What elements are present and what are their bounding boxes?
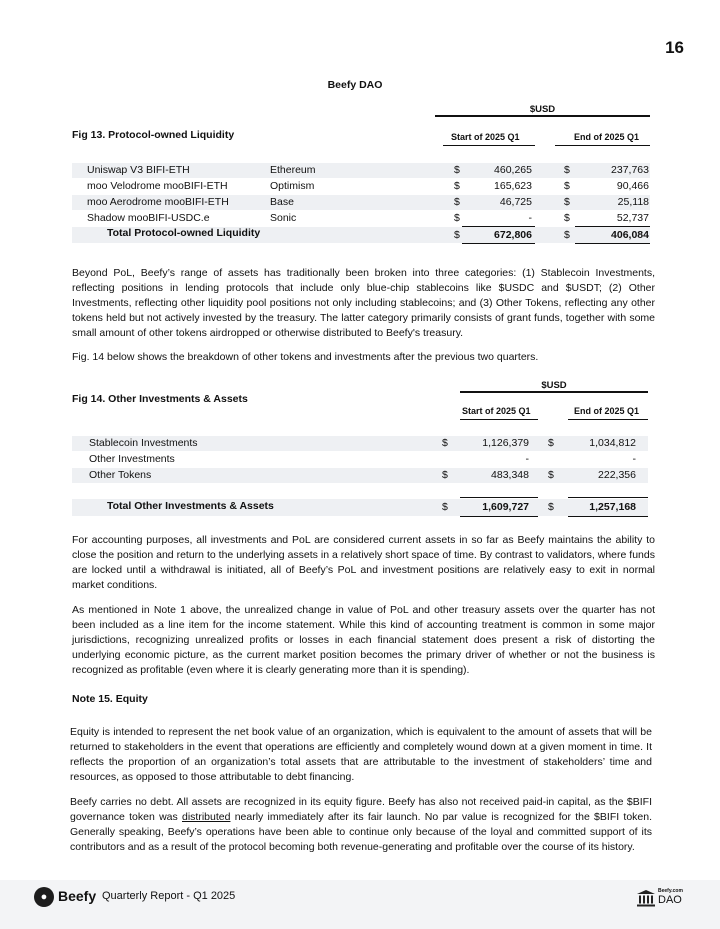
fig13-row <box>72 195 650 210</box>
fig13-row-start: 165,623 <box>494 180 532 192</box>
fig13-row-end: 25,118 <box>617 196 649 208</box>
fig14-total-rule-end <box>568 497 648 498</box>
fig13-row-name: moo Velodrome mooBIFI-ETH <box>87 180 228 192</box>
paragraph-text: As mentioned in Note 1 above, the unrealized change in value of PoL and other treasury assets over the quarter has not been included as a line item for the income statement. While this kind of accounting treatment is common in some major jurisdictions, recognizing unrealized profits or losses in each financial statement does present a risk of distorting the underlying economic picture, as the current market position becomes the primary driver of whether or not the business is recognized as profitable (even where it is clearly generating more than it is spending). <box>72 604 655 677</box>
fig14-row <box>72 436 648 451</box>
fig13-row-chain: Base <box>270 196 294 208</box>
fig13-col-rule-end <box>555 145 650 146</box>
fig14-total-row <box>72 499 648 516</box>
paragraph-text <box>70 795 652 855</box>
fig14-row-name: Other Tokens <box>89 469 152 481</box>
fig14-total-underline-start <box>460 516 538 517</box>
footer-brand: Beefy <box>58 888 97 904</box>
fig13-row-cur2: $ <box>564 180 570 192</box>
fig14-row-cur1: $ <box>442 469 448 481</box>
fig14-total-cur1: $ <box>442 501 448 513</box>
fig13-row-chain: Sonic <box>270 212 297 224</box>
fig14-col-rule-end <box>568 419 648 420</box>
footer-report-title: Quarterly Report - Q1 2025 <box>102 890 236 902</box>
fig13-row-end: 90,466 <box>616 180 649 192</box>
paragraph-asset-categories <box>72 266 655 341</box>
fig14-row-cur2: $ <box>548 437 554 449</box>
fig13-col-rule-start <box>443 145 535 146</box>
fig14-title: Fig 14. Other Investments & Assets <box>72 393 248 405</box>
fig13-row-cur1: $ <box>454 164 460 176</box>
footer-dao-label: DAO <box>658 894 682 906</box>
page-number: 16 <box>665 38 684 57</box>
paragraph-text-after: nearly immediately after its fair launch. No par value is recognized for the $BIFI token. Generally speaking, Beefy’s operations have been able to continue only because of the loyal and committed support of its contributors and as a result of the protocol becoming both revenue-generating and profitable over the course of its history. <box>70 811 653 854</box>
fig13-total-row <box>72 227 650 243</box>
fig13-row-chain: Ethereum <box>270 164 316 176</box>
fig13-title: Fig 13. Protocol-owned Liquidity <box>72 129 235 141</box>
fig13-row-cur2: $ <box>564 212 570 224</box>
paragraph-text: For accounting purposes, all investments and PoL are considered current assets in so far as Beefy maintains the ability to close the position and return to the underlying assets in a relatively short space of time. By contrast to validators, where funds are locked until a withdrawal is initiated, all of Beefy’s PoL and investment positions are relatively easy to exit in normal market conditions. <box>72 534 655 592</box>
fig14-total-rule-start <box>460 497 538 498</box>
note15-heading: Note 15. Equity <box>72 693 148 705</box>
fig14-row-start: 483,348 <box>491 469 529 481</box>
fig14-col-start: Start of 2025 Q1 <box>462 406 531 416</box>
dao-building-icon <box>636 889 656 907</box>
fig14-row-end: 1,034,812 <box>589 437 636 449</box>
fig13-col-end: End of 2025 Q1 <box>574 132 640 142</box>
paragraph-unrealized-change <box>72 603 655 678</box>
fig14-total-underline-end <box>568 516 648 517</box>
paragraph-equity-definition <box>70 725 652 785</box>
paragraph-text-before: Beefy carries no debt. All assets are recognized in its equity figure. Beefy has also not received paid-in capital, as the $BIFI governance token was <box>70 796 652 824</box>
fig13-total-end: 406,084 <box>611 229 649 241</box>
fig14-row-name: Stablecoin Investments <box>89 437 198 449</box>
entity-title: Beefy DAO <box>327 79 383 91</box>
fig13-row-cur2: $ <box>564 164 570 176</box>
fig14-row-end: 222,356 <box>598 469 636 481</box>
fig13-row-name: Shadow mooBIFI-USDC.e <box>87 212 210 224</box>
fig13-row-cur1: $ <box>454 212 460 224</box>
fig13-row-cur2: $ <box>564 196 570 208</box>
fig14-row-start: - <box>525 453 529 465</box>
fig13-currency-header: $USD <box>529 104 556 115</box>
fig14-currency-header: $USD <box>541 380 567 391</box>
fig13-row-cur1: $ <box>454 180 460 192</box>
fig14-row-name: Other Investments <box>89 453 175 465</box>
fig14-row <box>72 452 648 467</box>
fig14-row-end: - <box>632 453 636 465</box>
fig13-row-start: - <box>528 212 532 224</box>
fig13-total-underline-start <box>462 243 535 244</box>
fig13-total-underline-end <box>575 243 650 244</box>
fig14-row-cur2: $ <box>548 469 554 481</box>
fig14-total-cur2: $ <box>548 501 554 513</box>
fig13-row-name: Uniswap V3 BIFI-ETH <box>87 164 190 176</box>
fig13-total-name: Total Protocol-owned Liquidity <box>107 227 261 239</box>
fig13-row-name: moo Aerodrome mooBIFI-ETH <box>87 196 229 208</box>
fig13-row-start: 46,725 <box>499 196 532 208</box>
fig13-total-cur1: $ <box>454 229 460 241</box>
footer <box>0 880 720 929</box>
fig13-total-start: 672,806 <box>494 229 532 241</box>
paragraph-fig14-intro <box>72 350 655 365</box>
fig13-total-cur2: $ <box>564 229 570 241</box>
fig13-header-rule <box>435 115 650 117</box>
fig14-total-start: 1,609,727 <box>482 501 529 513</box>
fig14-col-end: End of 2025 Q1 <box>574 406 640 416</box>
fig14-col-rule-start <box>460 419 538 420</box>
paragraph-no-debt <box>70 795 652 855</box>
fig13-col-start: Start of 2025 Q1 <box>451 132 520 142</box>
fig13-row <box>72 179 650 194</box>
fig14-total-name: Total Other Investments & Assets <box>107 500 274 512</box>
paragraph-text: Equity is intended to represent the net book value of an organization, which is equivalent to the amount of assets that will be returned to stakeholders in the event that operations are efficiently and completely wound down at a given moment in time. It reflects the proportion of an organization’s total assets that are attributable to the investment of stakeholders’ time and resources, as opposed to those attributable to debt financing. <box>70 726 652 784</box>
fig13-row-start: 460,265 <box>494 164 532 176</box>
footer-dao-small: Beefy.com <box>658 888 683 894</box>
fig13-row-end: 52,737 <box>616 212 649 224</box>
fig14-row-cur1: $ <box>442 437 448 449</box>
fig13-row <box>72 163 650 178</box>
fig13-row-chain: Optimism <box>270 180 315 192</box>
paragraph-accounting-purposes <box>72 533 655 593</box>
fig14-row <box>72 468 648 483</box>
fig14-total-end: 1,257,168 <box>589 501 636 513</box>
fig13-row <box>72 211 650 226</box>
beefy-cow-logo-icon: ● <box>34 887 54 907</box>
fig14-row-start: 1,126,379 <box>482 437 529 449</box>
paragraph-text: Beyond PoL, Beefy’s range of assets has traditionally been broken into three categories: (1) Stablecoin Investments, reflecting positions in lending protocols that include only blue-chip stablecoins like $USDC and $USDT; (2) Other Investments, reflecting other liquidity pool positions not only including stablecoins; and (3) Other Tokens, reflecting any other tokens held but not actively invested by the treasury. The latter category primarily consists of grant funds, together with some small amount of other tokens airdropped or otherwise distributed to Beefy's treasury. <box>72 267 655 340</box>
fig13-row-end: 237,763 <box>611 164 649 176</box>
paragraph-text: Fig. 14 below shows the breakdown of other tokens and investments after the previous two quarters. <box>72 351 539 363</box>
fig13-row-cur1: $ <box>454 196 460 208</box>
distributed-link[interactable]: distributed <box>182 811 231 824</box>
fig14-header-rule <box>460 391 648 393</box>
